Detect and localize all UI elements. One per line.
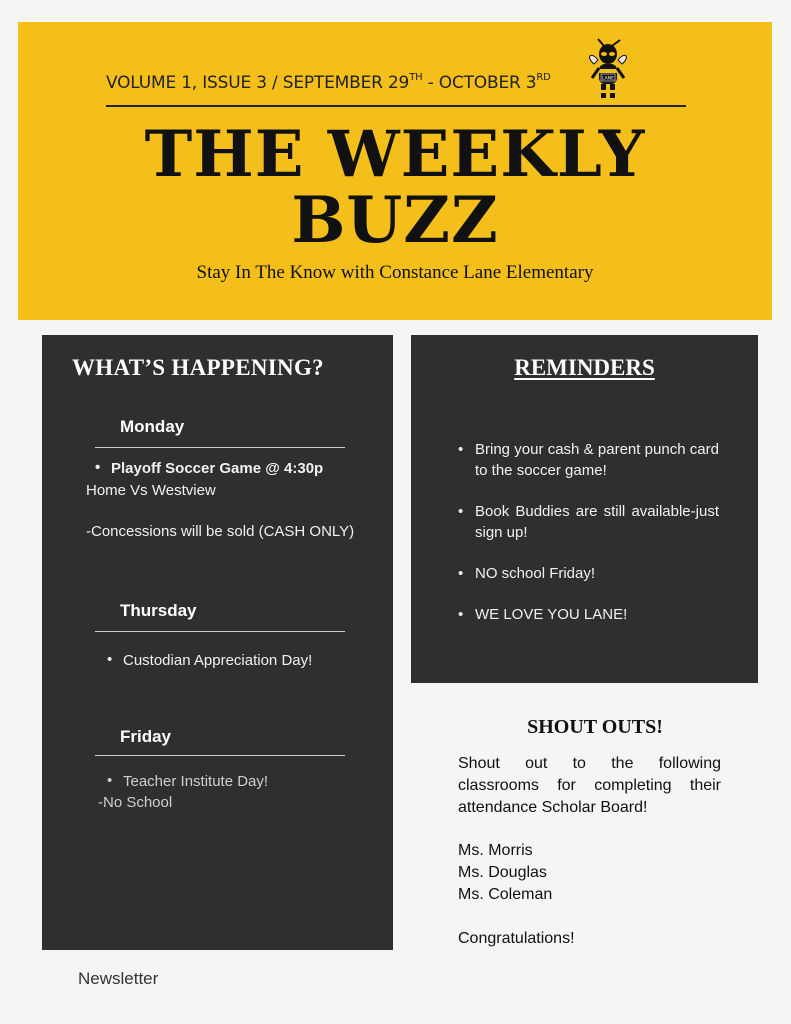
newsletter-title-line1: THE WEEKLY [144, 117, 646, 192]
shoutout-name: Ms. Morris [458, 842, 533, 859]
footer-label: Newsletter [78, 969, 159, 988]
monday-detail: Home Vs Westview [86, 482, 216, 499]
friday-divider [95, 755, 345, 756]
friday-detail: -No School [98, 794, 173, 811]
shoutouts-closing: Congratulations! [458, 930, 575, 947]
shoutouts-body: Shout out to the following classrooms for completing their attendance Scholar Board! [458, 755, 721, 816]
monday-divider [95, 447, 345, 448]
thursday-divider [95, 631, 345, 632]
monday-event: • Playoff Soccer Game @ 4:30p [111, 460, 323, 477]
reminder-item: • Book Buddies are still available-just sign up! [475, 501, 719, 543]
reminder-item: • NO school Friday! [475, 563, 719, 584]
shoutout-name: Ms. Douglas [458, 864, 547, 881]
monday-heading: Monday [120, 417, 185, 436]
friday-heading: Friday [120, 727, 172, 746]
whats-happening-panel [42, 335, 393, 950]
newsletter-title-line2: BUZZ [291, 183, 499, 258]
monday-concessions: -Concessions will be sold (CASH ONLY) [86, 523, 355, 540]
mascot-badge: LANE [602, 76, 614, 82]
whats-happening-title: WHAT’S HAPPENING? [72, 355, 324, 380]
reminders-panel [411, 335, 758, 683]
issue-divider [106, 105, 686, 107]
reminder-item: • WE LOVE YOU LANE! [475, 604, 719, 625]
newsletter-header [18, 22, 772, 320]
friday-event: • Teacher Institute Day! [123, 773, 268, 790]
reminders-title: REMINDERS [514, 355, 655, 380]
newsletter-subtitle: Stay In The Know with Constance Lane Elementary [196, 262, 594, 283]
yellow-jacket-mascot-icon [584, 38, 632, 104]
thursday-heading: Thursday [120, 601, 197, 620]
thursday-event: • Custodian Appreciation Day! [123, 652, 312, 669]
reminder-item: • Bring your cash & parent punch card to the soccer game! [475, 439, 719, 481]
issue-line: VOLUME 1, ISSUE 3 / SEPTEMBER 29TH - OCTOBER 3RD [106, 72, 551, 93]
shoutout-name: Ms. Coleman [458, 886, 553, 903]
shoutouts-title: SHOUT OUTS! [527, 716, 663, 738]
